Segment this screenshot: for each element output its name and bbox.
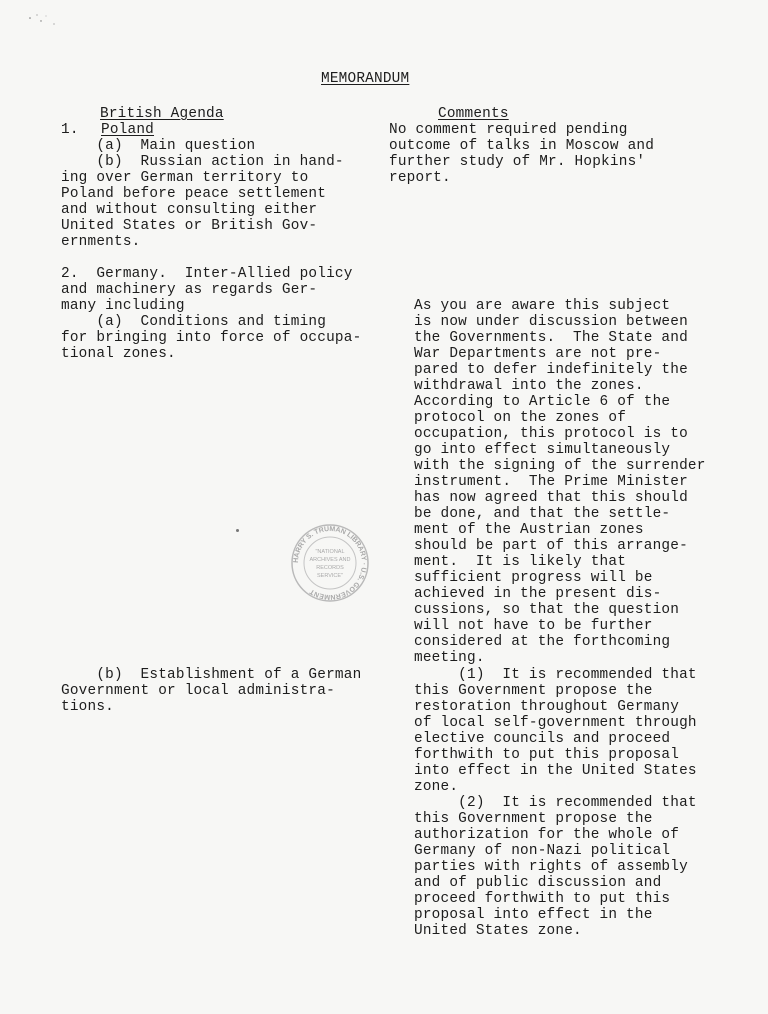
item1-line: ernments. <box>61 234 141 250</box>
item2a-comment-line: go into effect simultaneously <box>414 442 671 458</box>
item2b-comment-line: and of public discussion and <box>414 875 662 891</box>
item2a-comment-line: has now agreed that this should <box>414 490 688 506</box>
item2b-comment-line: authorization for the whole of <box>414 827 680 843</box>
item2a-comment-line: sufficient progress will be <box>414 570 653 586</box>
item2a-comment-line: will not have to be further <box>414 618 653 634</box>
item2a-comment-line: withdrawal into the zones. <box>414 378 644 394</box>
item2-line: for bringing into force of occupa- <box>61 330 362 346</box>
item2b-comment-line: proposal into effect in the <box>414 907 653 923</box>
item1-line: Poland before peace settlement <box>61 186 327 202</box>
item1-comment-line: outcome of talks in Moscow and <box>389 138 655 154</box>
memo-title: MEMORANDUM <box>321 71 410 87</box>
item2a-comment-line: protocol on the zones of <box>414 410 627 426</box>
item2-line: and machinery as regards Ger- <box>61 282 318 298</box>
item1-line: ing over German territory to <box>61 170 309 186</box>
item2b-comment-line: United States zone. <box>414 923 582 939</box>
item2a-comment-line: According to Article 6 of the <box>414 394 671 410</box>
item1-subject: Poland <box>101 122 155 138</box>
paper-specks <box>26 10 66 30</box>
archive-stamp-seal <box>290 523 370 603</box>
item2a-comment-line: instrument. The Prime Minister <box>414 474 688 490</box>
item2a-comment-line: be done, and that the settle- <box>414 506 671 522</box>
item2b-comment-line: forthwith to put this proposal <box>414 747 680 763</box>
item1-comment-line: further study of Mr. Hopkins' <box>389 154 646 170</box>
item2b-comment-line: (1) It is recommended that <box>414 667 697 683</box>
item2b-line: tions. <box>61 699 115 715</box>
item2a-comment-line: ment. It is likely that <box>414 554 627 570</box>
item1-line: and without consulting either <box>61 202 318 218</box>
item2b-comment-line: (2) It is recommended that <box>414 795 697 811</box>
item2a-comment-line: is now under discussion between <box>414 314 688 330</box>
item2a-comment-line: achieved in the present dis- <box>414 586 662 602</box>
comments-heading: Comments <box>438 106 509 122</box>
item2-line: tional zones. <box>61 346 176 362</box>
item1-number: 1. <box>61 122 79 138</box>
item2-line: 2. Germany. Inter-Allied policy <box>61 266 353 282</box>
item2b-comment-line: zone. <box>414 779 459 795</box>
item2a-comment-line: with the signing of the surrender <box>414 458 706 474</box>
item2b-comment-line: restoration throughout Germany <box>414 699 680 715</box>
item2a-comment-line: As you are aware this subject <box>414 298 671 314</box>
item2a-comment-line: the Governments. The State and <box>414 330 688 346</box>
stamp-inner-line: SERVICE" <box>317 573 343 579</box>
item2b-line: Government or local administra- <box>61 683 335 699</box>
stamp-inner-line: "NATIONAL <box>315 549 345 555</box>
item2b-comment-line: Germany of non-Nazi political <box>414 843 671 859</box>
item2b-comment-line: into effect in the United States <box>414 763 697 779</box>
item2a-comment-line: should be part of this arrange- <box>414 538 688 554</box>
item2a-comment-line: cussions, so that the question <box>414 602 680 618</box>
item2a-comment-line: War Departments are not pre- <box>414 346 662 362</box>
item1-line: United States or British Gov- <box>61 218 318 234</box>
stamp-ring-text: HARRY S. TRUMAN LIBRARY · U.S. GOVERNMENT <box>292 525 368 601</box>
item2b-comment-line: of local self-government through <box>414 715 697 731</box>
paper-speck <box>236 529 239 532</box>
item2b-comment-line: parties with rights of assembly <box>414 859 688 875</box>
item2a-comment-line: occupation, this protocol is to <box>414 426 688 442</box>
item2b-line: (b) Establishment of a German <box>61 667 362 683</box>
stamp-inner-line: RECORDS <box>316 565 344 571</box>
stamp-inner-line: ARCHIVES AND <box>309 557 351 563</box>
item1-comment-line: No comment required pending <box>389 122 628 138</box>
item2-line: (a) Conditions and timing <box>61 314 327 330</box>
item1-line: (b) Russian action in hand- <box>61 154 344 170</box>
item2a-comment-line: meeting. <box>414 650 485 666</box>
item2a-comment-line: pared to defer indefinitely the <box>414 362 688 378</box>
item2a-comment-line: considered at the forthcoming <box>414 634 671 650</box>
item2b-comment-line: this Government propose the <box>414 811 653 827</box>
item1-line: (a) Main question <box>61 138 256 154</box>
agenda-heading: British Agenda <box>100 106 224 122</box>
item2a-comment-line: ment of the Austrian zones <box>414 522 644 538</box>
item2b-comment-line: this Government propose the <box>414 683 653 699</box>
item1-comment-line: report. <box>389 170 451 186</box>
item2-line: many including <box>61 298 185 314</box>
item2b-comment-line: elective councils and proceed <box>414 731 671 747</box>
item2b-comment-line: proceed forthwith to put this <box>414 891 671 907</box>
